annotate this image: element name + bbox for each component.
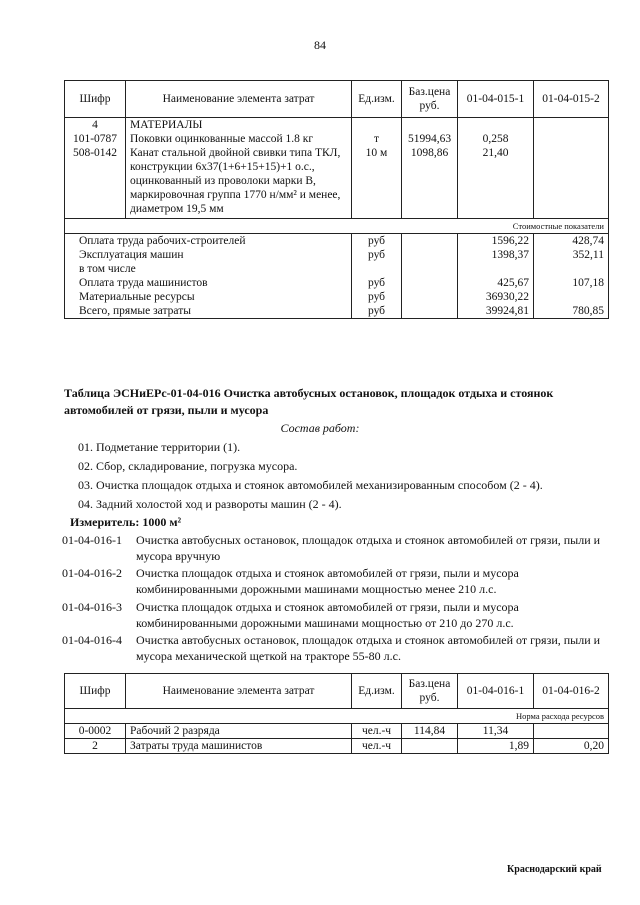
summary-value-2	[534, 290, 609, 304]
header-name: Наименование элемента затрат	[126, 674, 352, 709]
summary-value-2: 428,74	[534, 234, 609, 249]
row-unit: чел.-ч	[352, 724, 402, 739]
row-value-1: 1,89	[458, 739, 534, 754]
table-row	[65, 739, 609, 754]
work-item: 03. Очистка площадок отдыха и стоянок автомобилей механизированным способом (2 - 4).	[78, 478, 543, 492]
summary-value-1: 1398,37	[458, 248, 534, 262]
summary-value-2: 352,11	[534, 248, 609, 262]
row-code: 0-0002	[65, 724, 126, 739]
summary-name: Всего, прямые затраты	[65, 304, 352, 319]
summary-row	[65, 276, 609, 290]
summary-row	[65, 234, 609, 249]
table-row	[65, 724, 609, 739]
summary-unit: руб	[352, 234, 402, 249]
row-value-2	[534, 146, 609, 219]
summary-value-1: 39924,81	[458, 304, 534, 319]
row-price: 51994,63	[402, 132, 458, 146]
header-norm-1: 01-04-016-1	[458, 674, 534, 709]
header-norm-1: 01-04-015-1	[458, 81, 534, 118]
row-code: 508-0142	[65, 146, 126, 219]
section-number: 4	[65, 118, 126, 133]
row-name: Поковки оцинкованные массой 1.8 кг	[126, 132, 352, 146]
summary-name: в том числе	[65, 262, 352, 276]
summary-row	[65, 304, 609, 319]
section-row	[65, 118, 609, 133]
work-item: 02. Сбор, складирование, погрузка мусора.	[78, 459, 298, 473]
norm-consumption-label: Норма расхода ресурсов	[65, 709, 609, 724]
summary-name: Материальные ресурсы	[65, 290, 352, 304]
work-item: 01. Подметание территории (1).	[78, 440, 241, 454]
cost-label-row	[65, 219, 609, 234]
summary-row	[65, 248, 609, 262]
header-norm-2: 01-04-016-2	[534, 674, 609, 709]
row-unit: 10 м	[352, 146, 402, 219]
table-row	[65, 132, 609, 146]
table-caption: Таблица ЭСНиЕРс-01-04-016 Очистка автобусных остановок, площадок отдыха и стоянок автомобилей от грязи, пыли и мусора	[64, 386, 554, 417]
page-number: 84	[314, 38, 326, 52]
row-price	[402, 739, 458, 754]
summary-name: Оплата труда машинистов	[65, 276, 352, 290]
row-value-1: 0,258	[458, 132, 534, 146]
row-price: 1098,86	[402, 146, 458, 219]
norm-label-row	[65, 709, 609, 724]
header-code: Шифр	[65, 81, 126, 118]
header-norm-2: 01-04-015-2	[534, 81, 609, 118]
resource-table-016	[64, 673, 609, 754]
summary-row	[65, 290, 609, 304]
summary-name: Эксплуатация машин	[65, 248, 352, 262]
cost-table-015	[64, 80, 609, 319]
table-header-row	[65, 674, 609, 709]
cost-indicators-label: Стоимостные показатели	[65, 219, 609, 234]
header-price: Баз.цена руб.	[402, 674, 458, 709]
row-value-1: 21,40	[458, 146, 534, 219]
norm-code: 01-04-016-3	[62, 600, 122, 614]
row-code: 2	[65, 739, 126, 754]
summary-value-1: 36930,22	[458, 290, 534, 304]
summary-unit: руб	[352, 290, 402, 304]
row-value-2	[534, 724, 609, 739]
summary-row	[65, 262, 609, 276]
summary-unit: руб	[352, 304, 402, 319]
section-title: МАТЕРИАЛЫ	[126, 118, 352, 133]
header-price: Баз.цена руб.	[402, 81, 458, 118]
row-name: Затраты труда машинистов	[126, 739, 352, 754]
row-value-1: 11,34	[458, 724, 534, 739]
norm-text: Очистка площадок отдыха и стоянок автомобилей от грязи, пыли и мусора комбинированными дорожными машинами мощностью от 210 до 270 л.с.	[136, 600, 519, 630]
row-value-2: 0,20	[534, 739, 609, 754]
work-item: 04. Задний холостой ход и развороты машин (2 - 4).	[78, 497, 342, 511]
row-unit: чел.-ч	[352, 739, 402, 754]
row-value-2	[534, 132, 609, 146]
measure-unit: Измеритель: 1000 м²	[70, 515, 182, 529]
summary-unit: руб	[352, 276, 402, 290]
norm-text: Очистка автобусных остановок, площадок отдыха и стоянок автомобилей от грязи, пыли и мусора механической щеткой на тракторе 55-80 л.с.	[136, 633, 601, 663]
header-unit: Ед.изм.	[352, 674, 402, 709]
norm-code: 01-04-016-2	[62, 566, 122, 580]
summary-value-2: 780,85	[534, 304, 609, 319]
norm-code: 01-04-016-1	[62, 533, 122, 547]
norm-text: Очистка площадок отдыха и стоянок автомобилей от грязи, пыли и мусора комбинированными дорожными машинами мощностью менее 210 л.с.	[136, 566, 519, 596]
header-code: Шифр	[65, 674, 126, 709]
norm-text: Очистка автобусных остановок, площадок отдыха и стоянок автомобилей от грязи, пыли и мусора вручную	[136, 533, 601, 563]
table-row	[65, 146, 609, 219]
region-footer: Краснодарский край	[507, 864, 602, 875]
row-unit: т	[352, 132, 402, 146]
norm-code: 01-04-016-4	[62, 633, 122, 647]
row-name: Канат стальной двойной свивки типа ТКЛ, конструкции 6х37(1+6+15+15)+1 о.с., оцинкованный из проволоки марки В, маркировочная группа 1770 н/мм² и менее, диаметром 19,5 мм	[126, 146, 352, 219]
row-name: Рабочий 2 разряда	[126, 724, 352, 739]
summary-unit: руб	[352, 248, 402, 262]
row-price: 114,84	[402, 724, 458, 739]
summary-value-1: 1596,22	[458, 234, 534, 249]
table-header-row	[65, 81, 609, 118]
row-code: 101-0787	[65, 132, 126, 146]
summary-value-1: 425,67	[458, 276, 534, 290]
summary-value-2: 107,18	[534, 276, 609, 290]
work-composition-heading: Состав работ:	[280, 421, 360, 435]
header-name: Наименование элемента затрат	[126, 81, 352, 118]
summary-name: Оплата труда рабочих-строителей	[65, 234, 352, 249]
header-unit: Ед.изм.	[352, 81, 402, 118]
